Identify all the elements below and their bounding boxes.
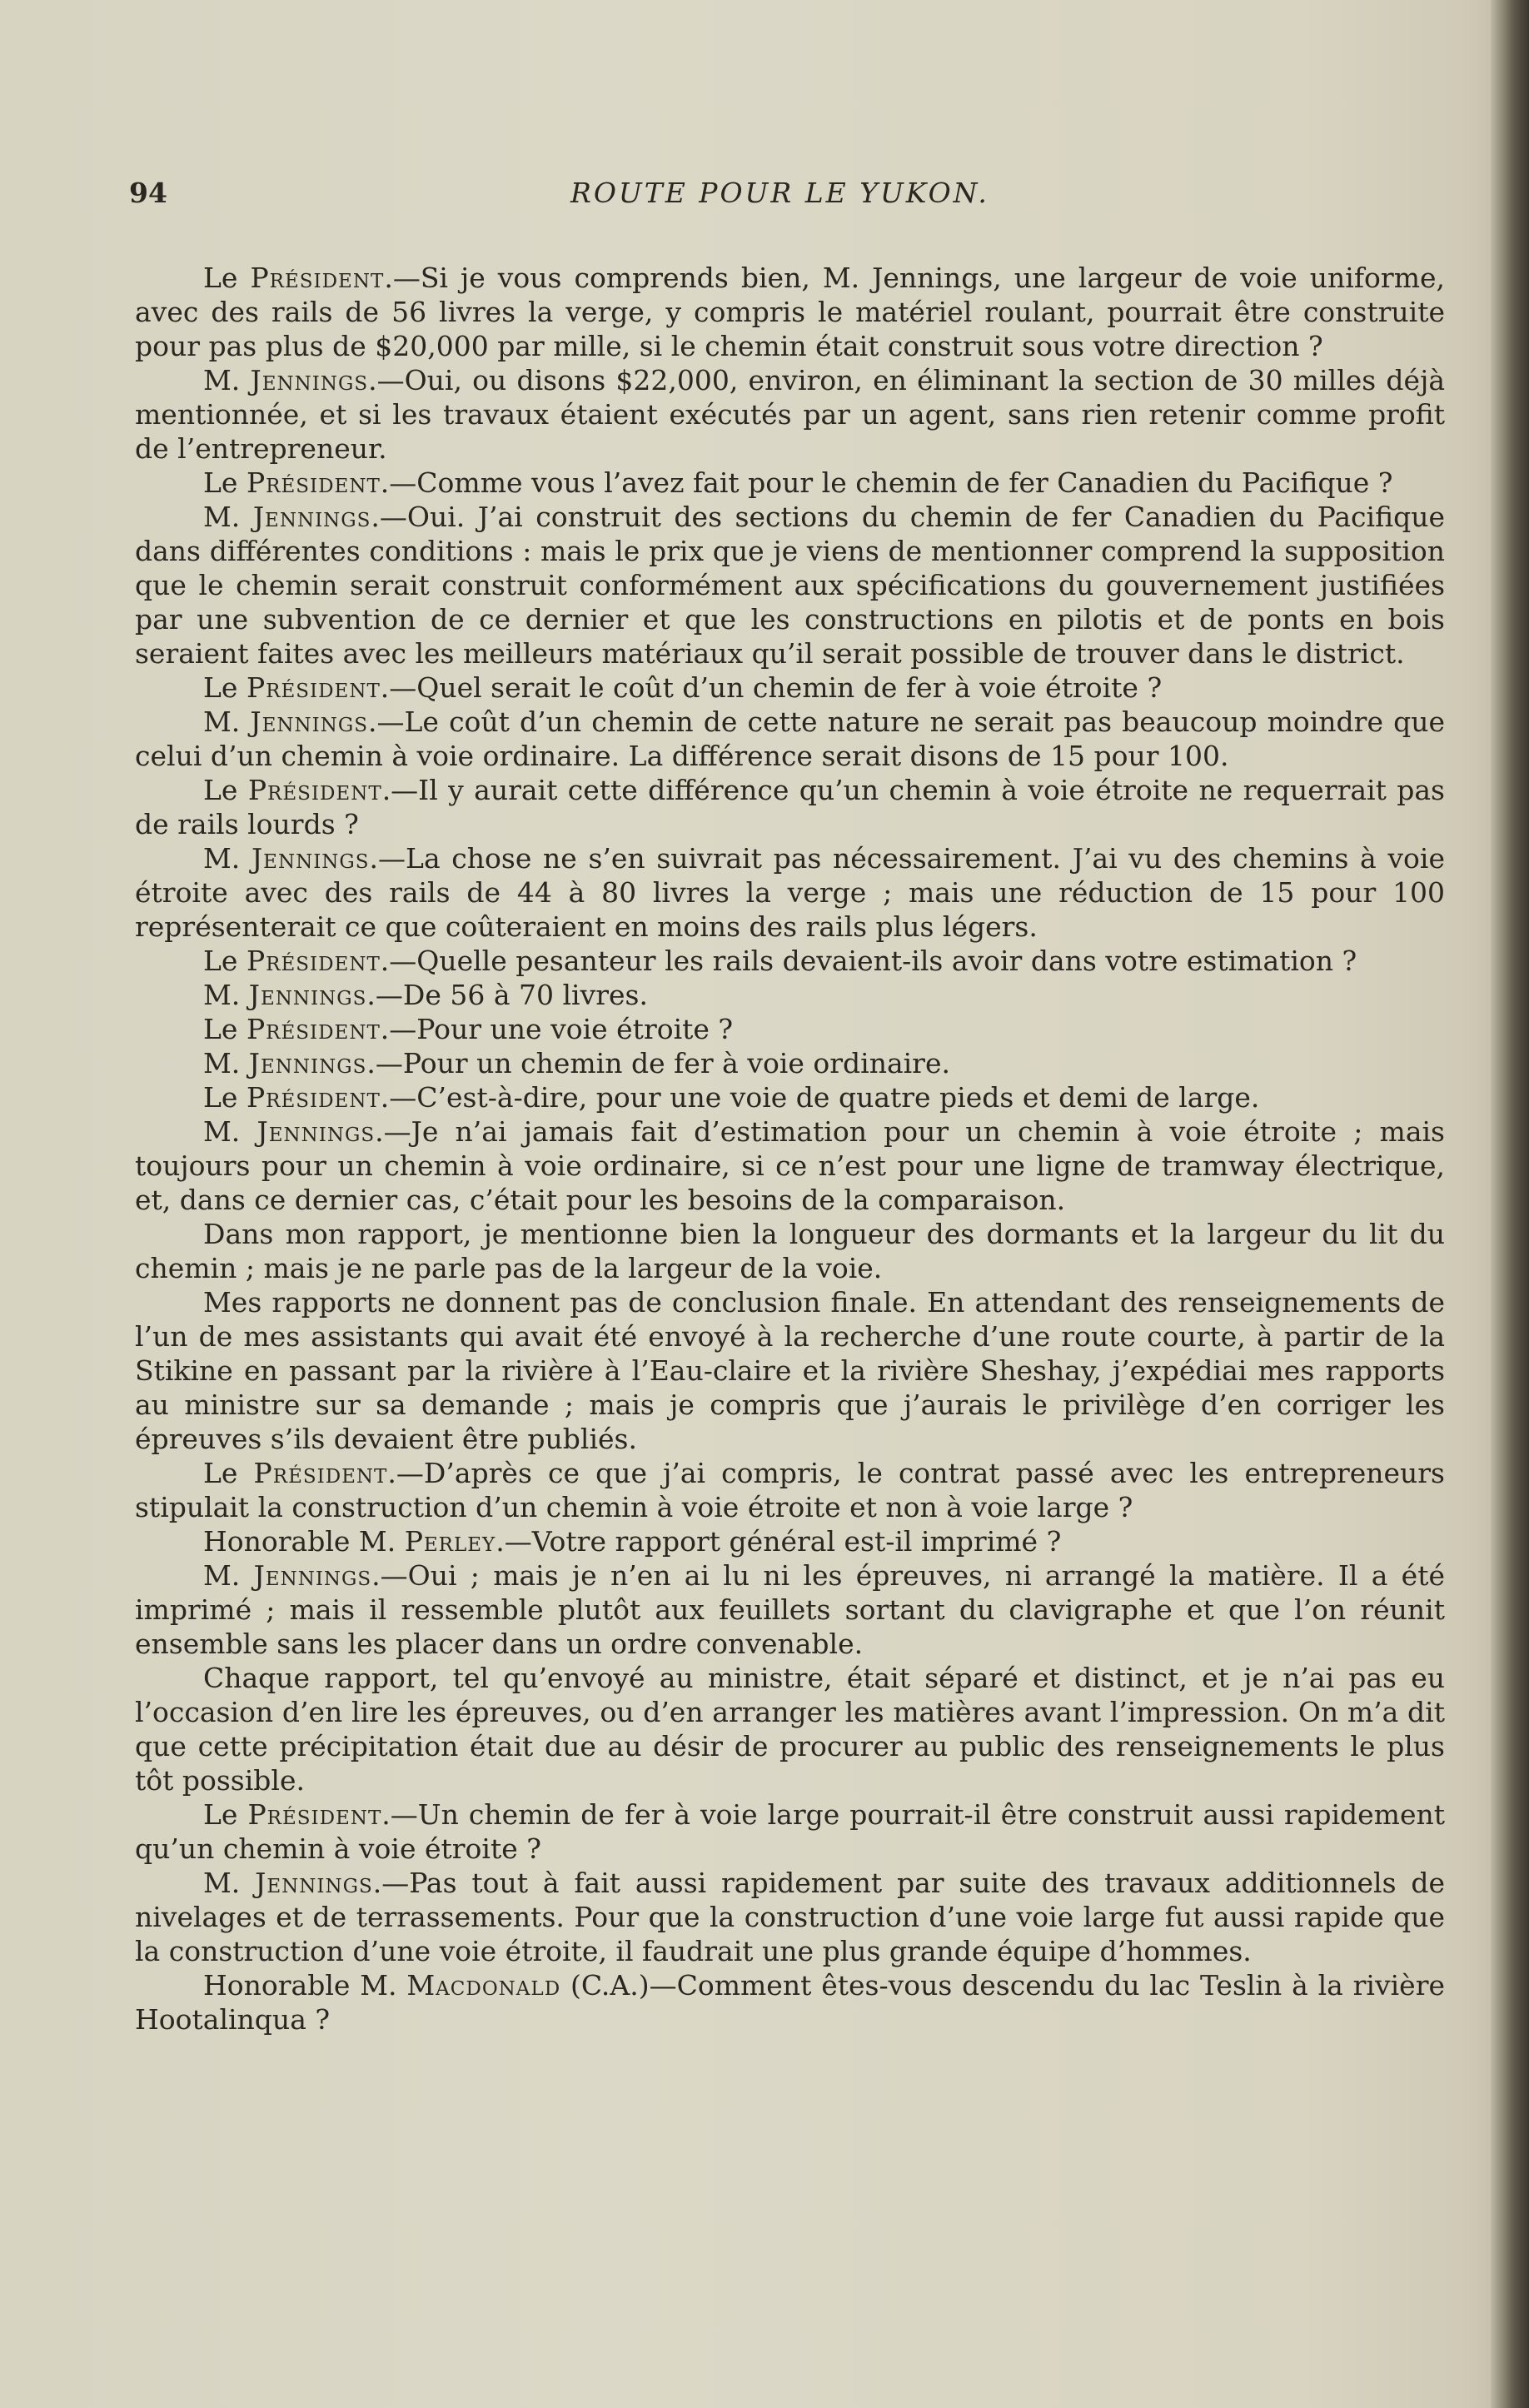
speaker-name: Jennings [248, 979, 367, 1011]
paragraph: Le Président.—Comme vous l’avez fait pour le chemin de fer Canadien du Pacifique ? [203, 466, 1393, 499]
speaker-name: Président [246, 945, 381, 977]
paragraph: Le Président.—Quel serait le coût d’un chemin de fer à voie étroite ? [203, 671, 1163, 704]
paragraph: Le Président.—Si je vous comprends bien, M. Jennings, une largeur de voie uniforme, avec des rails de 56 livres la verge, y compris le matériel roulant, pourrait être construite pour pas plus de $20,000 par mille, si le chemin était construit sous votre direction ? [135, 262, 1446, 362]
speaker-name: Perley [404, 1525, 496, 1558]
paragraph: Le Président.—Un chemin de fer à voie large pourrait-il être construit aussi rapidement qu’un chemin à voie étroite ? [135, 1798, 1445, 1865]
speaker-name: Président [246, 1013, 381, 1045]
paragraph: Honorable M. Macdonald (C.A.)—Comment êtes-vous descendu du lac Teslin à la rivière Hootalinqua ? [135, 1969, 1446, 2036]
speaker-name: Jennings [248, 1047, 367, 1079]
paragraph: Le Président.—C’est-à-dire, pour une voie de quatre pieds et demi de large. [203, 1081, 1260, 1114]
paragraph: M. Jennings.—Pour un chemin de fer à voie ordinaire. [203, 1047, 950, 1079]
paragraph: M. Jennings.—Le coût d’un chemin de cette nature ne serait pas beaucoup moindre que celui d’un chemin à voie ordinaire. La différence serait disons de 15 pour 100. [135, 705, 1445, 772]
speaker-name: Président [250, 262, 385, 294]
speaker-name: Jennings [253, 1559, 372, 1592]
speaker-name: Jennings [251, 842, 370, 875]
speaker-name: Jennings [256, 1115, 376, 1148]
speaker-name: Président [246, 1081, 381, 1114]
running-title: ROUTE POUR LE YUKON. [570, 177, 989, 209]
paragraph: M. Jennings.—Oui. J’ai construit des sections du chemin de fer Canadien du Pacifique dans différentes conditions : mais le prix que je viens de mentionner comprend la supposition que le chemin serait construit conformément aux spécifications du gouvernement justifiées par une subvention de ce dernier et que les constructions en pilotis et de ponts en bois seraient faites avec les meilleurs matériaux qu’il serait possible de trouver dans le district. [135, 501, 1445, 670]
paragraph: Honorable M. Perley.—Votre rapport général est-il imprimé ? [203, 1525, 1062, 1558]
paragraph: Le Président.—Il y aurait cette différence qu’un chemin à voie étroite ne requerrait pas de rails lourds ? [135, 774, 1445, 840]
speaker-name: Président [247, 1798, 382, 1831]
paragraph: Le Président.—Pour une voie étroite ? [203, 1013, 734, 1045]
paragraph: M. Jennings.—Je n’ai jamais fait d’estimation pour un chemin à voie étroite ; mais toujours pour un chemin à voie ordinaire, si ce n’est pour une ligne de tramway électrique, et, dans ce dernier cas, c’était pour les besoins de la comparaison. [135, 1115, 1445, 1216]
body-text [135, 261, 1445, 2037]
paragraph: Dans mon rapport, je mentionne bien la longueur des dormants et la largeur du lit du chemin ; mais je ne parle pas de la largeur de la voie. [135, 1218, 1445, 1284]
speaker-name: Président [253, 1457, 388, 1489]
page-number: 94 [129, 177, 167, 209]
speaker-name: Président [246, 671, 381, 704]
speaker-name: Jennings [252, 501, 371, 533]
paragraph: M. Jennings.—Oui, ou disons $22,000, environ, en éliminant la section de 30 milles déjà mentionnée, et si les travaux étaient exécutés par un agent, sans rien retenir comme profit de l’entrepreneur. [135, 364, 1445, 465]
speaker-name: Président [246, 466, 381, 499]
speaker-name: Jennings [250, 705, 369, 738]
paragraph: M. Jennings.—Oui ; mais je n’en ai lu ni les épreuves, ni arrangé la matière. Il a été imprimé ; mais il ressemble plutôt aux feuillets sortant du clavigraphe et que l’on réunit ensemble sans les placer dans un ordre convenable. [135, 1559, 1445, 1660]
paragraph: M. Jennings.—De 56 à 70 livres. [203, 979, 648, 1011]
paragraph: Chaque rapport, tel qu’envoyé au ministre, était séparé et distinct, et je n’ai pas eu l’occasion d’en lire les épreuves, ou d’en arranger les matières avant l’impression. On m’a dit que cette précipitation était due au désir de procurer au public des renseignements le plus tôt possible. [135, 1662, 1445, 1797]
page-header [129, 172, 1453, 215]
paragraph: Le Président.—D’après ce que j’ai compris, le contrat passé avec les entrepreneurs stipulait la construction d’un chemin à voie étroite et non à voie large ? [135, 1457, 1445, 1523]
paragraph: M. Jennings.—Pas tout à fait aussi rapidement par suite des travaux additionnels de nivelages et de terrassements. Pour que la construction d’une voie large fut aussi rapide que la construction d’une voie étroite, il faudrait une plus grande équipe d’hommes. [135, 1867, 1445, 1967]
speaker-name: Macdonald [406, 1969, 561, 2002]
speaker-name: Jennings [255, 1867, 373, 1899]
speaker-name: Jennings [250, 364, 369, 396]
paragraph: Le Président.—Quelle pesanteur les rails devaient-ils avoir dans votre estimation ? [203, 945, 1357, 977]
book-spine-shadow [1491, 0, 1529, 2408]
paragraph: Mes rapports ne donnent pas de conclusion finale. En attendant des renseignements de l’un de mes assistants qui avait été envoyé à la recherche d’une route courte, à partir de la Stikine en passant par la rivière à l’Eau-claire et la rivière Sheshay, j’expédiai mes rapports au ministre sur sa demande ; mais je compris que j’aurais le privilège d’en corriger les épreuves s’ils devaient être publiés. [135, 1286, 1445, 1455]
paragraph: M. Jennings.—La chose ne s’en suivrait pas nécessairement. J’ai vu des chemins à voie étroite avec des rails de 44 à 80 livres la verge ; mais une réduction de 15 pour 100 représenterait ce que coûteraient en moins des rails plus légers. [135, 842, 1445, 943]
speaker-name: Président [247, 774, 382, 806]
